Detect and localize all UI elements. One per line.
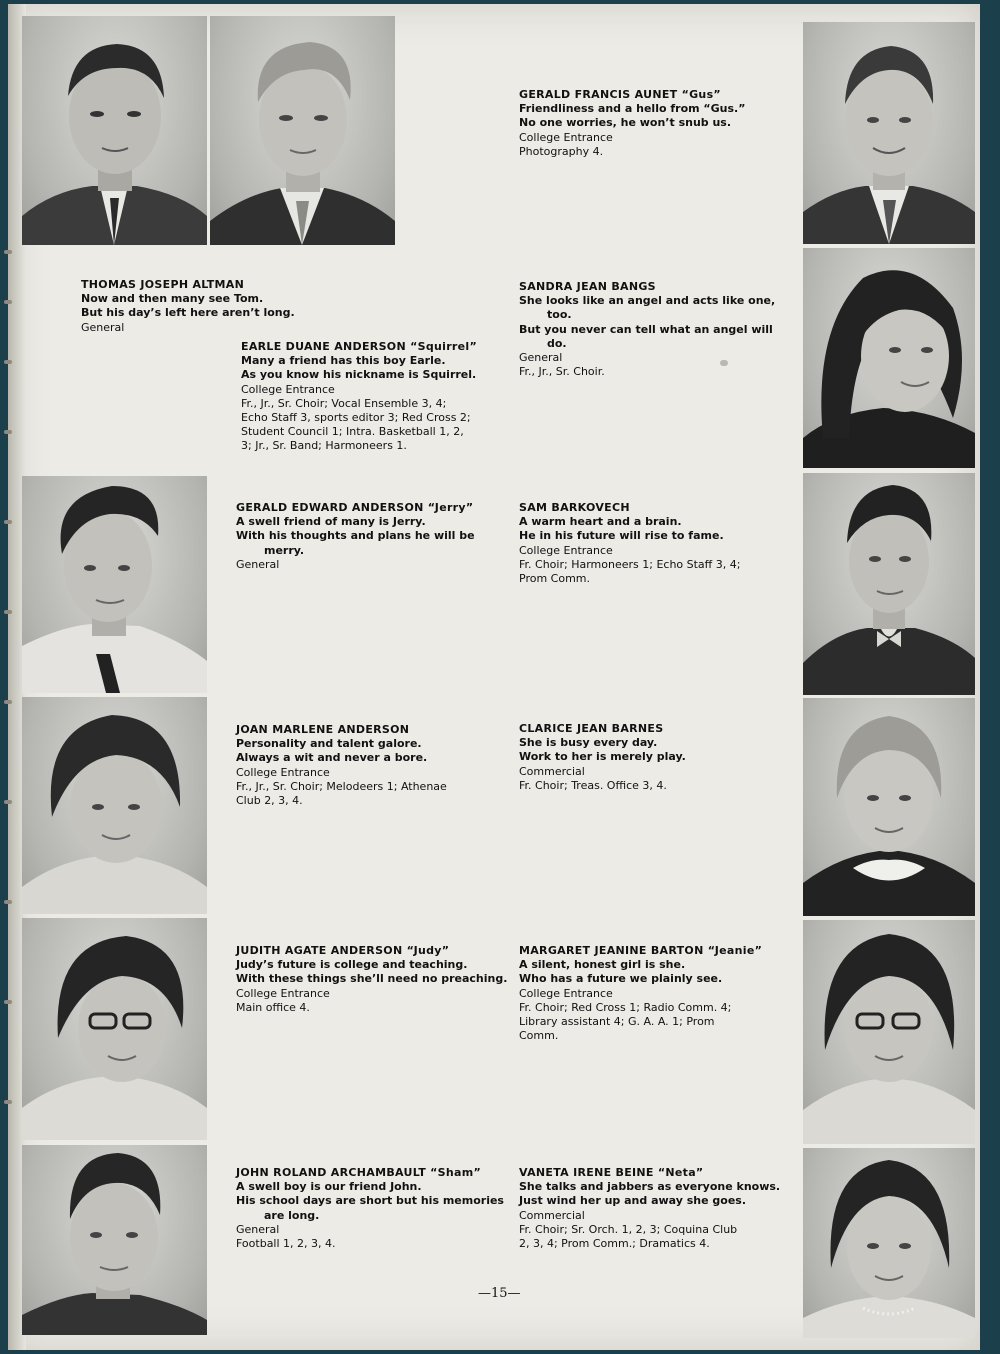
activities-line: Prom Comm. [519,572,591,586]
entry-archambault [236,1166,504,1251]
course: College Entrance [519,543,613,557]
binding-stitch [4,250,12,254]
binding-stitch [4,610,12,614]
verse-line: She is busy every day. [519,736,658,750]
verse-line: merry. [264,543,305,557]
verse-line: Who has a future we plainly see. [519,972,723,986]
binding-stitch [4,360,12,364]
portrait-barton [803,920,975,1144]
activities-line: 2, 3, 4; Prom Comm.; Dramatics 4. [519,1237,710,1251]
activities-line: Fr., Jr., Sr. Choir; Melodeers 1; Athenae [236,779,447,793]
activities-line: Fr. Choir; Red Cross 1; Radio Comm. 4; [519,1000,732,1014]
course: College Entrance [236,765,330,779]
verse-line: A swell friend of many is Jerry. [236,515,426,529]
verse-line: She talks and jabbers as everyone knows. [519,1180,781,1194]
entry-gerald-anderson [236,501,475,572]
entry-judith-anderson [236,944,507,1015]
student-name: VANETA IRENE BEINE “Neta” [519,1166,704,1179]
student-name: JUDITH AGATE ANDERSON “Judy” [236,944,450,957]
binding-stitch [4,300,12,304]
verse-line: His school days are short but his memories [236,1194,504,1208]
entry-earle-anderson [241,340,477,454]
verse-line: Personality and talent galore. [236,737,422,751]
student-name: JOHN ROLAND ARCHAMBAULT “Sham” [236,1166,482,1179]
verse-line: too. [547,308,572,322]
activities-line: Main office 4. [236,1000,310,1014]
course: Commercial [519,1208,585,1222]
verse-line: do. [547,336,567,350]
student-name: JOAN MARLENE ANDERSON [236,723,410,736]
verse-line: With these things she’ll need no preaching. [236,972,508,986]
activities-line: Comm. [519,1029,559,1043]
verse-line: are long. [264,1208,320,1222]
binding-stitch [4,700,12,704]
activities-line: Fr. Choir; Sr. Orch. 1, 2, 3; Coquina Club [519,1222,738,1236]
verse-line: Just wind her up and away she goes. [519,1194,747,1208]
activities-line: Echo Staff 3, sports editor 3; Red Cross 2; [241,411,471,425]
activities-line: Football 1, 2, 3, 4. [236,1237,336,1251]
entry-joan-anderson [236,723,447,808]
course: College Entrance [241,382,335,396]
course: General [236,1222,280,1236]
binding-stitch [4,800,12,804]
course: College Entrance [519,130,613,144]
verse-line: A silent, honest girl is she. [519,958,686,972]
course: College Entrance [519,986,613,1000]
portrait-judith-anderson [22,918,207,1140]
course: General [81,320,125,334]
activities-line: Club 2, 3, 4. [236,794,303,808]
binding-stitch [4,1100,12,1104]
binding-stitch [4,1000,12,1004]
portrait-barkovech [803,473,975,695]
activities-line: Student Council 1; Intra. Basketball 1, 2, [241,425,464,439]
portrait-altman [22,16,207,245]
portrait-barnes [803,698,975,916]
page-number: —15— [478,1286,521,1301]
activities-line: Fr. Choir; Treas. Office 3, 4. [519,778,667,792]
activities-line: Photography 4. [519,144,604,158]
verse-line: Now and then many see Tom. [81,292,264,306]
verse-line: But you never can tell what an angel will [519,322,773,336]
verse-line: A swell boy is our friend John. [236,1180,422,1194]
verse-line: Always a wit and never a bore. [236,751,428,765]
student-name: GERALD FRANCIS AUNET “Gus” [519,88,721,101]
verse-line: Friendliness and a hello from “Gus.” [519,102,746,116]
entry-bangs [519,280,775,379]
course: College Entrance [236,986,330,1000]
portrait-bangs [803,248,975,468]
portrait-beine [803,1148,975,1338]
entry-beine [519,1166,780,1251]
verse-line: Work to her is merely play. [519,750,686,764]
verse-line: A warm heart and a brain. [519,515,682,529]
binding-stitch [4,520,12,524]
student-name: GERALD EDWARD ANDERSON “Jerry” [236,501,474,514]
verse-line: No one worries, he won’t snub us. [519,116,732,130]
binding-stitch [4,430,12,434]
course: Commercial [519,764,585,778]
binding-stitch [4,900,12,904]
portrait-joan-anderson [22,697,207,914]
verse-line: Many a friend has this boy Earle. [241,354,446,368]
student-name: SAM BARKOVECH [519,501,630,514]
student-name: MARGARET JEANINE BARTON “Jeanie” [519,944,763,957]
entry-barkovech [519,501,740,586]
student-name: SANDRA JEAN BANGS [519,280,656,293]
verse-line: She looks like an angel and acts like one, [519,294,776,308]
student-name: EARLE DUANE ANDERSON “Squirrel” [241,340,478,353]
entry-aunet [519,88,745,159]
course: General [519,351,563,365]
entry-barnes [519,722,686,793]
verse-line: He in his future will rise to fame. [519,529,724,543]
verse-line: But his day’s left here aren’t long. [81,306,295,320]
activities-line: Fr. Choir; Harmoneers 1; Echo Staff 3, 4; [519,557,741,571]
portrait-earle-anderson [210,16,395,245]
activities-line: Fr., Jr., Sr. Choir. [519,365,605,379]
course: General [236,557,280,571]
activities-line: Library assistant 4; G. A. A. 1; Prom [519,1015,715,1029]
verse-line: As you know his nickname is Squirrel. [241,368,477,382]
student-name: CLARICE JEAN BARNES [519,722,664,735]
portrait-archambault [22,1145,207,1335]
portrait-aunet [803,22,975,244]
entry-barton [519,944,762,1043]
portrait-gerald-anderson [22,476,207,693]
verse-line: Judy’s future is college and teaching. [236,958,468,972]
activities-line: Fr., Jr., Sr. Choir; Vocal Ensemble 3, 4; [241,396,447,410]
student-name: THOMAS JOSEPH ALTMAN [81,278,245,291]
entry-altman [81,278,295,335]
verse-line: With his thoughts and plans he will be [236,529,475,543]
activities-line: 3; Jr., Sr. Band; Harmoneers 1. [241,439,407,453]
